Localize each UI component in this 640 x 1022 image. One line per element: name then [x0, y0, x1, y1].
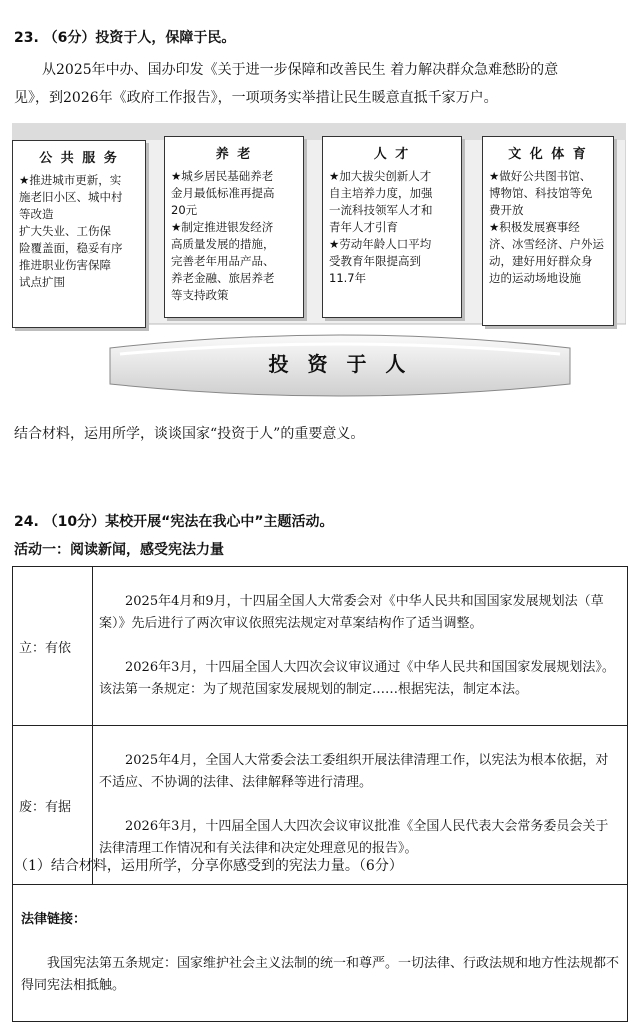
banner-title: 投 资 于 人	[268, 352, 412, 376]
q23-intro-line2: 见》，到2026年《政府工作报告》，一项项务实举措让民生暖意直抵千家万户。	[14, 90, 498, 106]
panel-title: 文 化 体 育	[508, 147, 588, 162]
q23-intro-line1: 从2025年中办、国办印发《关于进一步保障和改善民生 着力解决群众急难愁盼的意	[42, 62, 559, 78]
q24-title: 24. （10分）某校开展“宪法在我心中”主题活动。	[14, 514, 334, 530]
q23-question: 结合材料，运用所学，谈谈国家“投资于人”的重要意义。	[14, 426, 365, 442]
panel-title: 公 共 服 务	[39, 151, 119, 166]
q24-subquestion: （1）结合材料，运用所学，分享你感受到的宪法力量。（6分）	[14, 858, 403, 874]
table-row	[13, 567, 627, 726]
row-paragraph: 2026年3月，十四届全国人大四次会议审议通过《中华人民共和国国家发展规划法》。该法第一条规定：为了规范国家发展规划的制定……根据宪法，制定本法。	[99, 660, 615, 697]
law-link-title: 法律链接：	[21, 912, 87, 927]
news-table	[12, 566, 628, 1022]
panel-public-service	[12, 140, 146, 328]
q23-title: 23. （6分）投资于人，保障于民。	[14, 30, 236, 46]
row-label: 立：有依	[13, 567, 93, 725]
row-paragraph: 2025年4月和9月，十四届全国人大常委会对《中华人民共和国国家发展规划法（草案）》先后进行了两次审议依照宪法规定对草案结构作了适当调整。	[99, 594, 604, 631]
law-link-body: 我国宪法第五条规定：国家维护社会主义法制的统一和尊严。一切法律、行政法规和地方性法规都不得同宪法相抵触。	[21, 956, 620, 993]
panel-body: ★推进城市更新，实 施老旧小区、城中村 等改造 扩大失业、工伤保 险覆盖面，稳妥有序 推进职业伤害保障 试点扩围	[19, 173, 123, 289]
panel-talent	[322, 136, 462, 318]
law-link	[13, 885, 627, 1021]
row-label: 废：有据	[13, 726, 93, 884]
panel-culture-sports	[482, 136, 614, 326]
investment-diagram	[0, 0, 640, 460]
row-content	[93, 567, 627, 725]
panel-body: ★加大拔尖创新人才 自主培养力度，加强 一流科技领军人才和 青年人才引育 ★劳动年龄人口平均 受教育年限提高到 11.7年	[329, 169, 433, 285]
q24-activity: 活动一：阅读新闻，感受宪法力量	[14, 542, 224, 558]
table-row	[13, 885, 627, 1021]
row-paragraph: 2025年4月，全国人大常委会法工委组织开展法律清理工作，以宪法为根本依据，对不适应、不协调的法律、法律解释等进行清理。	[99, 753, 609, 790]
row-paragraph: 2026年3月，十四届全国人大四次会议审议批准《全国人民代表大会常务委员会关于法律清理工作情况和有关法律和决定处理意见的报告》。	[99, 819, 609, 856]
panel-body: ★做好公共图书馆、 博物馆、科技馆等免 费开放 ★积极发展赛事经 济、冰雪经济、户外运 动，建好用好群众身 边的运动场地设施	[489, 169, 604, 285]
panel-body: ★城乡居民基础养老 金月最低标准再提高 20元 ★制定推进银发经济 高质量发展的措施， 完善老年用品产品、 养老金融、旅居养老 等支持政策	[171, 169, 275, 302]
panel-elderly-care	[164, 136, 304, 318]
panel-title: 养 老	[215, 147, 253, 162]
panel-title: 人 才	[373, 147, 411, 162]
